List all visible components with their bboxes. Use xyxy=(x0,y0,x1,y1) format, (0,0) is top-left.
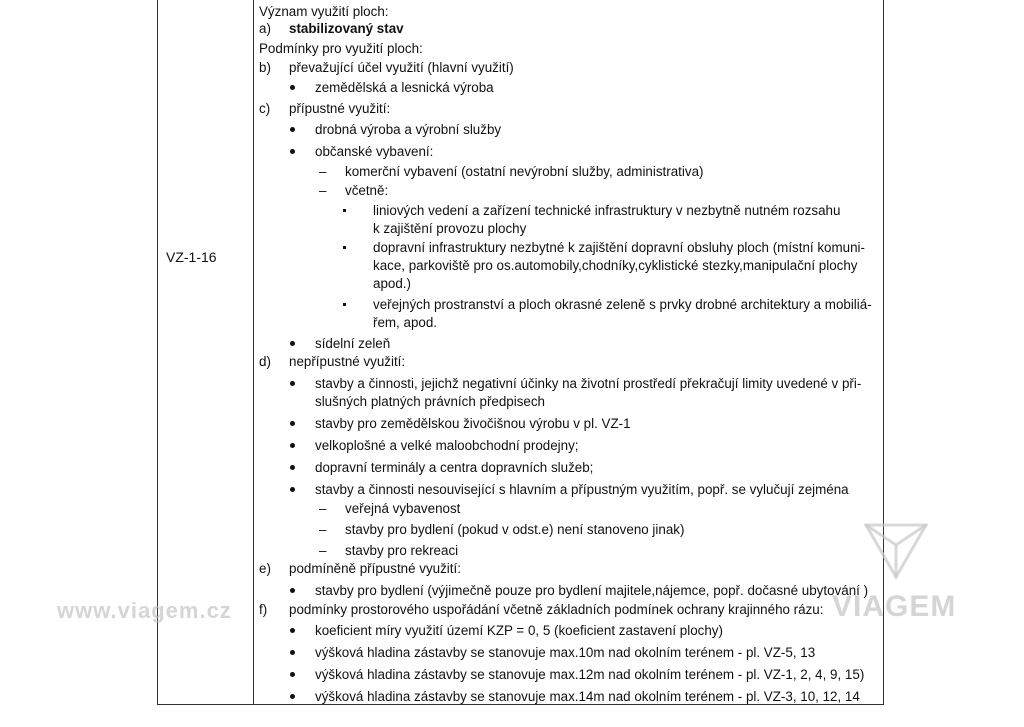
bullet-icon xyxy=(290,628,295,633)
bullet-icon xyxy=(290,127,295,132)
text-line: včetně: xyxy=(345,183,389,198)
text-line: kace, parkoviště pro os.automobily,chodníky,cyklistické stezky,manipulační plochy xyxy=(373,258,858,273)
bullet-icon xyxy=(290,487,295,492)
text-line: liniových vedení a zařízení technické infrastruktury v nezbytně nutném rozsahu xyxy=(373,203,841,218)
zone-code: VZ-1-16 xyxy=(166,249,217,265)
bullet-icon xyxy=(290,650,295,655)
text-line: koeficient míry využití území KZP = 0, 5 (koeficient zastavení plochy) xyxy=(315,623,723,638)
diamond-logo-icon xyxy=(858,515,934,585)
bullet-icon xyxy=(290,672,295,677)
text-line: nepřípustné využití: xyxy=(289,354,406,369)
list-marker: f) xyxy=(259,602,268,617)
text-line: převažující účel využití (hlavní využití) xyxy=(289,60,514,75)
text-line: velkoplošné a velké maloobchodní prodejny; xyxy=(315,438,579,453)
dash-icon: – xyxy=(319,183,327,198)
text-line: stavby pro rekreaci xyxy=(345,543,459,558)
text-line: zemědělská a lesnická výroba xyxy=(315,80,494,95)
text-line: Význam využití ploch: xyxy=(259,4,389,19)
text-line: veřejná vybavenost xyxy=(345,501,461,516)
list-marker: c) xyxy=(259,101,271,116)
square-bullet-icon xyxy=(343,303,346,306)
text-line: stavby pro bydlení (výjimečně pouze pro bydlení majitele,nájemce, popř. dočasné ubytování ) xyxy=(315,583,869,598)
text-line: slušných platných právních předpisech xyxy=(315,394,546,409)
bullet-icon xyxy=(290,341,295,346)
list-marker: a) xyxy=(259,21,271,36)
text-line: veřejných prostranství a ploch okrasné zeleně s prvky drobné architektury a mobiliá- xyxy=(373,297,872,312)
text-line: Podmínky pro využití ploch: xyxy=(259,41,423,56)
text-line: stavby pro bydlení (pokud v odst.e) není stanoveno jinak) xyxy=(345,522,685,537)
text-line: stavby a činnosti nesouvisející s hlavním a přípustným využitím, popř. se vylučují zejména xyxy=(315,482,849,497)
watermark-url: www.viagem.cz xyxy=(57,598,232,623)
text-line: podmíněně přípustné využití: xyxy=(289,561,461,576)
bullet-icon xyxy=(290,465,295,470)
text-line: stavby a činnosti, jejichž negativní účinky na životní prostředí překračují limity uvedené v při- xyxy=(315,376,862,391)
text-line: podmínky prostorového uspořádání včetně základních podmínek ochrany krajinného rázu: xyxy=(289,602,824,617)
text-line: stabilizovaný stav xyxy=(289,21,404,36)
dash-icon: – xyxy=(319,543,327,558)
bullet-icon xyxy=(290,149,295,154)
text-line: dopravní infrastruktury nezbytné k zajištění dopravní obsluhy ploch (místní komuni- xyxy=(373,240,865,255)
text-line: k zajištění provozu plochy xyxy=(373,221,527,236)
bullet-icon xyxy=(290,85,295,90)
text-line: výšková hladina zástavby se stanovuje max.14m nad okolním terénem - pl. VZ-3, 10, 12, 14 xyxy=(315,689,860,704)
text-line: stavby pro zemědělskou živočišnou výrobu v pl. VZ-1 xyxy=(315,416,631,431)
dash-icon: – xyxy=(319,164,327,179)
text-line: sídelní zeleň xyxy=(315,336,391,351)
bullet-icon xyxy=(290,381,295,386)
bullet-icon xyxy=(290,443,295,448)
text-line: výšková hladina zástavby se stanovuje max.10m nad okolním terénem - pl. VZ-5, 13 xyxy=(315,645,816,660)
text-line: občanské vybavení: xyxy=(315,144,434,159)
list-marker: b) xyxy=(259,60,271,75)
square-bullet-icon xyxy=(343,246,346,249)
list-marker: e) xyxy=(259,561,271,576)
dash-icon: – xyxy=(319,522,327,537)
watermark-brand: VIAGEM xyxy=(832,590,957,623)
text-line: řem, apod. xyxy=(373,315,438,330)
text-line: komerční vybavení (ostatní nevýrobní služby, administrativa) xyxy=(345,164,704,179)
text-line: výšková hladina zástavby se stanovuje max.12m nad okolním terénem - pl. VZ-1, 2, 4, 9, 15) xyxy=(315,667,865,682)
text-line: přípustné využití: xyxy=(289,101,391,116)
dash-icon: – xyxy=(319,501,327,516)
bullet-icon xyxy=(290,421,295,426)
text-line: drobná výroba a výrobní služby xyxy=(315,122,502,137)
text-line: apod.) xyxy=(373,276,411,291)
list-marker: d) xyxy=(259,354,271,369)
text-line: dopravní terminály a centra dopravních služeb; xyxy=(315,460,594,475)
bullet-icon xyxy=(290,694,295,699)
square-bullet-icon xyxy=(343,209,346,212)
bullet-icon xyxy=(290,588,295,593)
